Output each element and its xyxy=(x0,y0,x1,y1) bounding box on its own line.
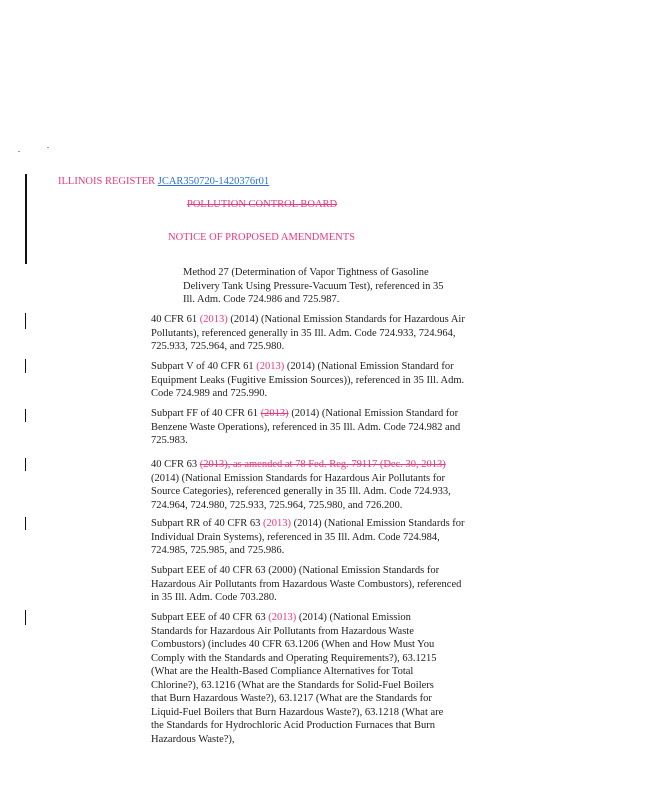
paragraph-cfr61 xyxy=(151,313,467,354)
paragraph-cfr63-subpart-rr xyxy=(151,517,467,558)
paragraph-text: (2014) (National Emission Standards for Hazardous Air Pollutants for Source Categories), referenced generally in 35 Ill. Adm. Code 724.933, 724.964, 724.980, 725.933, 725.964, 725.980, and 726.200. xyxy=(151,472,451,511)
paragraph-text: (2014) (National Emission Standards for Individual Drain Systems), referenced in 35 Ill. Adm. Code 724.984, 724.985, 725.985, and 725.986. xyxy=(151,518,465,556)
notice-title: NOTICE OF PROPOSED AMENDMENTS xyxy=(168,232,355,243)
scan-speck xyxy=(18,151,20,152)
scan-speck xyxy=(47,147,49,148)
change-bar xyxy=(25,313,26,329)
change-bar xyxy=(25,610,26,625)
change-bar xyxy=(25,359,26,373)
paragraph-cfr63-subpart-eee-2000 xyxy=(151,564,467,605)
paragraph-text: (2014) (National Emission Standard for Equipment Leaks (Fugitive Emission Sources)), referenced in 35 Ill. Adm. Code 724.989 and 725.990. xyxy=(151,361,465,399)
paragraph-cfr61-subpart-ff xyxy=(151,407,467,448)
paragraph-method27 xyxy=(183,266,453,307)
change-bar xyxy=(25,517,26,530)
inserted-text: (2013) xyxy=(199,314,228,325)
paragraph-cfr63-subpart-eee xyxy=(151,611,451,746)
change-bar xyxy=(25,458,26,471)
inserted-text: (2013) xyxy=(263,518,292,529)
inserted-text: (2013) xyxy=(256,361,285,372)
paragraph-text: Method 27 (Determination of Vapor Tightness of Gasoline Delivery Tank Using Pressure-Vacuum Test), referenced in 35 Ill. Adm. Code 724.986 and 725.987. xyxy=(183,267,444,305)
deleted-text: (2013) xyxy=(260,408,289,419)
paragraph-cfr61-subpart-v xyxy=(151,360,467,401)
board-title: POLLUTION CONTROL BOARD xyxy=(187,199,338,210)
paragraph-text: Subpart RR of 40 CFR 63 xyxy=(151,518,264,529)
paragraph-text: 40 CFR 61 xyxy=(151,314,200,325)
paragraph-text: Subpart FF of 40 CFR 61 xyxy=(151,408,261,419)
change-bar xyxy=(25,174,27,264)
paragraph-text: Subpart V of 40 CFR 61 xyxy=(151,361,257,372)
paragraph-text: Subpart EEE of 40 CFR 63 (2000) (National Emission Standards for Hazardous Air Pollutants from Hazardous Waste Combustors), referenced in 35 Ill. Adm. Code 703.280. xyxy=(151,565,462,603)
doc-id-link[interactable]: JCAR350720-1420376r01 xyxy=(157,176,270,187)
register-header xyxy=(58,176,269,187)
change-bar xyxy=(25,409,26,422)
paragraph-text: Subpart EEE of 40 CFR 63 xyxy=(151,612,269,623)
register-title: ILLINOIS REGISTER xyxy=(58,176,156,187)
deleted-text: (2013), as amended at 78 Fed. Reg. 79117 (Dec. 30, 2013) xyxy=(199,459,446,470)
paragraph-text: (2014) (National Emission Standards for Hazardous Air Pollutants from Hazardous Waste Combustors) (includes 40 CFR 63.1206 (When and How Must You Comply with the Standards and Operating Requirements?), 63.1215 (What are the Health-Based Compliance Alternatives for Total Chlorine?), 63.1216 (What are the Standards for Solid-Fuel Boilers that Burn Hazardous Waste?), 63.1217 (What are the Standards for Liquid-Fuel Boilers that Burn Hazardous Waste?), 63.1218 (What are the Standards for Hydrochloric Acid Production Furnaces that Burn Hazardous Waste?), xyxy=(151,612,444,745)
paragraph-text: 40 CFR 63 xyxy=(151,459,200,470)
paragraph-cfr63 xyxy=(151,458,467,512)
inserted-text: (2013) xyxy=(268,612,297,623)
paragraph-text: (2014) (National Emission Standards for Hazardous Air Pollutants), referenced generally in 35 Ill. Adm. Code 724.933, 724.964, 725.933, 725.964, and 725.980. xyxy=(151,314,465,352)
paragraph-text: (2014) (National Emission Standard for Benzene Waste Operations), referenced in 35 Ill. Adm. Code 724.982 and 725.983. xyxy=(151,408,461,446)
